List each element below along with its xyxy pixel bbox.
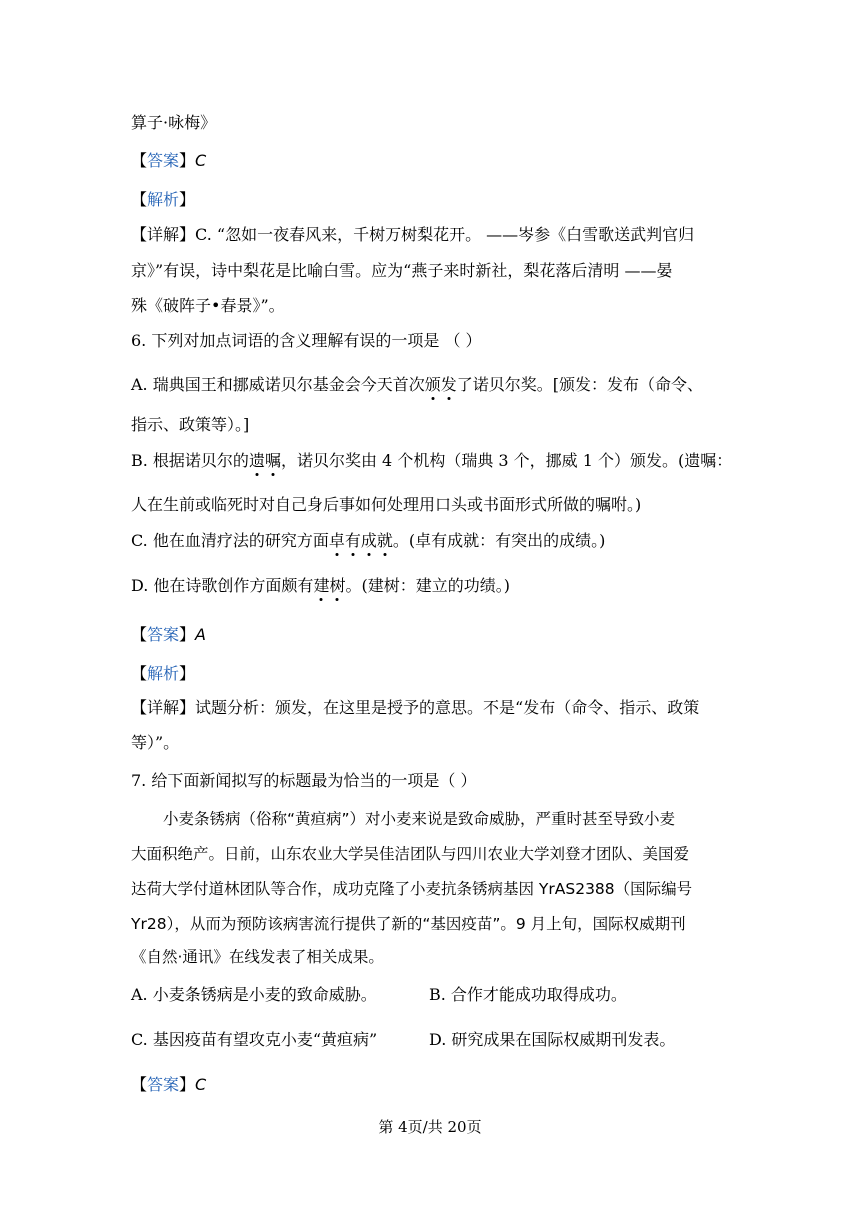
q5-analysis-row: 【解析】: [131, 190, 196, 209]
analysis-label: 解析: [147, 190, 180, 209]
q7-option-b: B. 合作才能成功取得成功。: [429, 985, 627, 1004]
top-fragment: 算子·咏梅》: [131, 113, 217, 132]
q6-detail-line1: 【详解】试题分析：颁发，在这里是授予的意思。不是“发布（命令、指示、政策: [131, 698, 700, 717]
q7-passage-line1: 小麦条锈病（俗称“黄疸病”）对小麦来说是致命威胁，严重时甚至导致小麦: [163, 810, 676, 828]
q6-option-c: C. 他在血清疗法的研究方面卓有成就。(卓有成就：有突出的成绩。): [131, 531, 606, 550]
q7-stem: 7. 给下面新闻拟写的标题最为恰当的一项是（ ）: [131, 771, 477, 790]
q6-answer-value: A: [195, 625, 206, 644]
q7-answer-value: C: [195, 1075, 207, 1094]
q5-detail-line1: 【详解】C. “忽如一夜春风来，千树万树梨花开。 ——岑参《白雪歌送武判官归: [131, 225, 695, 244]
q6-stem: 6. 下列对加点词语的含义理解有误的一项是 （ ）: [131, 331, 482, 350]
answer-label: 答案: [147, 151, 180, 170]
q6-option-b: B. 根据诺贝尔的遗嘱，诺贝尔奖由 4 个机构（瑞典 3 个，挪威 1 个）颁发。(遗嘱：: [131, 451, 733, 470]
q7-option-d: D. 研究成果在国际权威期刊发表。: [429, 1030, 676, 1049]
q6-detail-line2: 等）”。: [131, 733, 180, 752]
q5-answer-row: 【答案】C: [131, 151, 207, 170]
page-footer: 第 4页/共 20页: [378, 1118, 482, 1136]
q5-detail-line3: 殊《破阵子•春景》”。: [131, 296, 285, 315]
q6-answer-row: 【答案】A: [131, 625, 206, 644]
q7-answer-row: 【答案】C: [131, 1075, 207, 1094]
q5-answer-value: C: [195, 151, 207, 170]
detail-label: 详解: [147, 225, 180, 244]
q7-passage-line4: Yr28），从而为预防该病害流行提供了新的“基因疫苗”。9 月上旬，国际权威期刊: [131, 915, 686, 933]
q7-option-a: A. 小麦条锈病是小麦的致命威胁。: [131, 985, 377, 1004]
q7-passage-line5: 《自然·通讯》在线发表了相关成果。: [131, 948, 384, 966]
q6-option-a: A. 瑞典国王和挪威诺贝尔基金会今天首次颁发了诺贝尔奖。[颁发：发布（命令、: [131, 375, 704, 394]
q6-option-d: D. 他在诗歌创作方面颇有建树。(建树：建立的功绩。): [131, 576, 510, 595]
q5-detail-line2: 京》”有误，诗中梨花是比喻白雪。应为“燕子来时新社，梨花落后清明 ——晏: [131, 261, 673, 280]
q7-option-c: C. 基因疫苗有望攻克小麦“黄疸病”: [131, 1030, 378, 1049]
q7-passage-line3: 达荷大学付道林团队等合作，成功克隆了小麦抗条锈病基因 YrAS2388（国际编号: [131, 880, 693, 898]
q6-option-a-line2: 指示、政策等）。]: [131, 415, 250, 434]
q6-analysis-row: 【解析】: [131, 664, 196, 683]
q7-passage-line2: 大面积绝产。日前，山东农业大学吴佳洁团队与四川农业大学刘登才团队、美国爱: [131, 845, 690, 863]
q6-option-b-line2: 人在生前或临死时对自己身后事如何处理用口头或书面形式所做的嘱咐。): [131, 495, 642, 514]
